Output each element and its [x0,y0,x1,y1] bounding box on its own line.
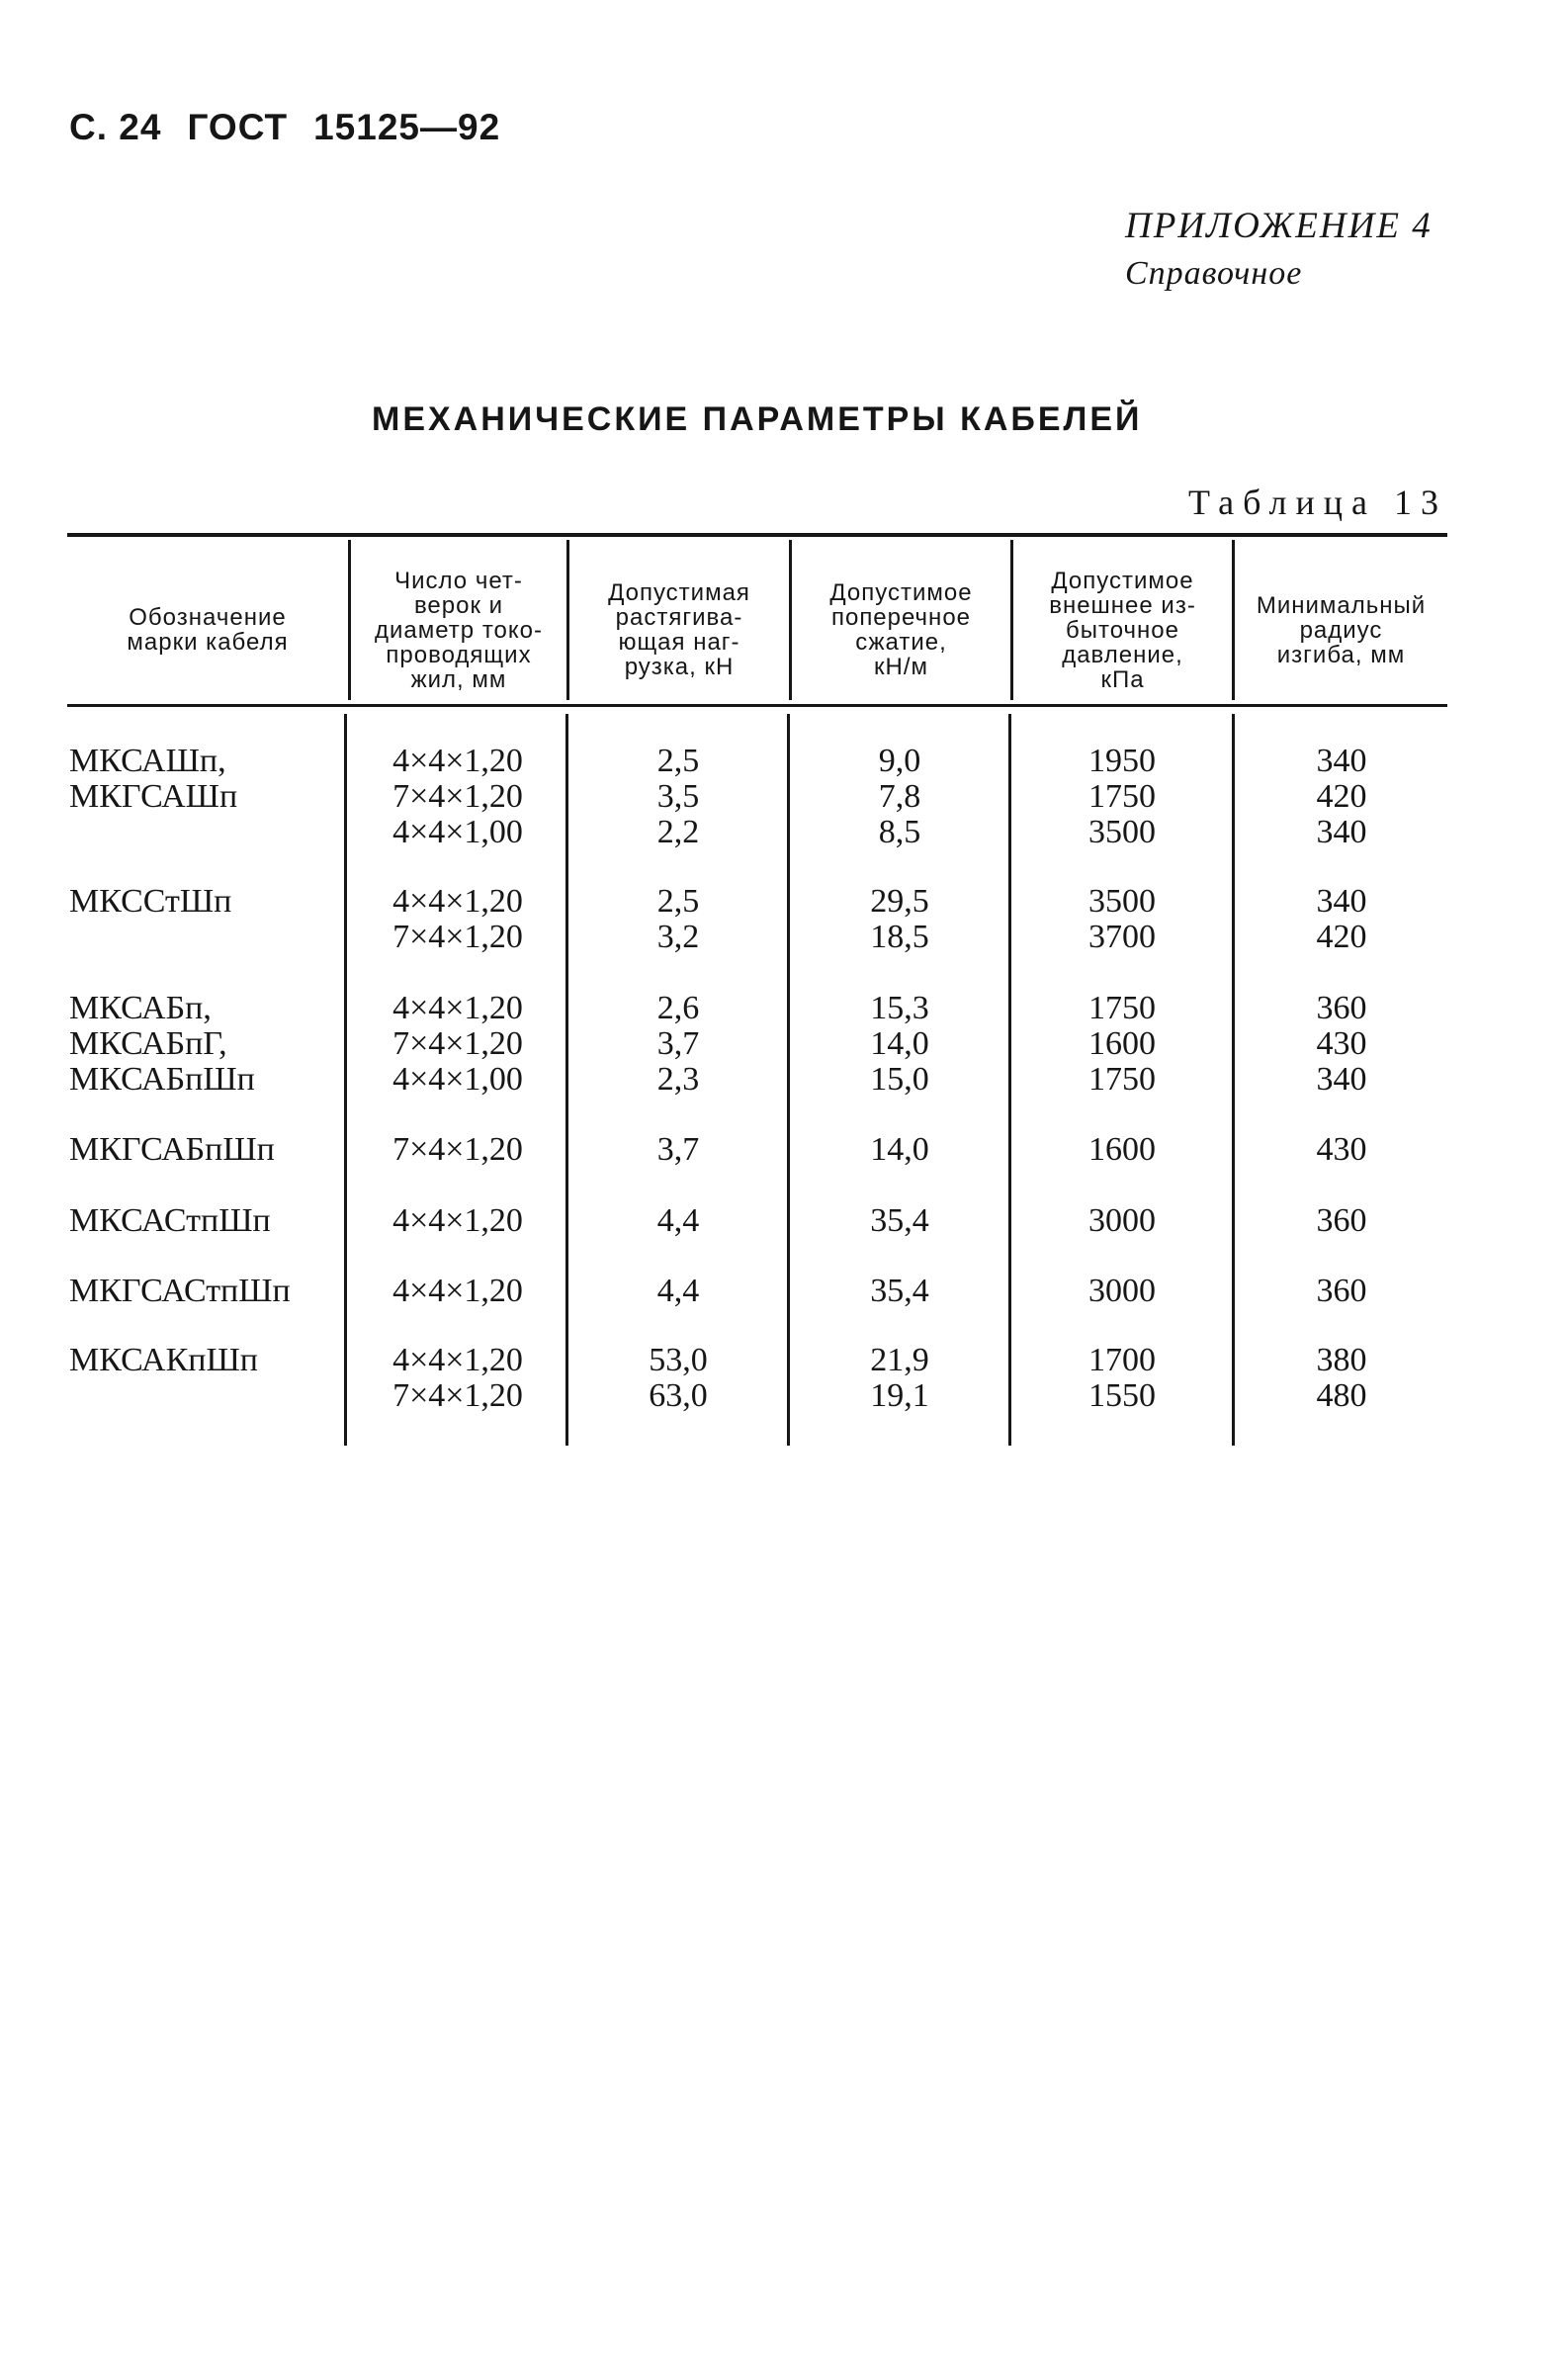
bend-radius: 360 [1316,1202,1367,1239]
appendix-type: Справочное [1125,255,1303,292]
cable-mark: МКГСАСтпШп [69,1273,291,1309]
column-header-tensile-load: Допустимая растягива- ющая наг- рузка, кН [608,579,750,680]
cable-mark: МКСАШп, МКГСАШп [69,743,238,815]
table-top-rule [67,533,1447,537]
quads-diameter: 4×4×1,20 7×4×1,20 [392,1342,523,1414]
cable-mark: МКСАСтпШп [69,1202,271,1239]
quads-diameter: 4×4×1,20 7×4×1,20 [392,883,523,955]
transverse-compression: 15,3 14,0 15,0 [870,990,929,1098]
column-header-bend-radius: Минимальный радиус изгиба, мм [1256,591,1427,668]
transverse-compression: 14,0 [870,1131,929,1168]
tensile-load: 4,4 [656,1202,700,1239]
quads-diameter: 7×4×1,20 [392,1131,523,1168]
table-header-rule [67,704,1447,707]
tensile-load: 3,7 [656,1131,700,1168]
cable-mark: МКСАБп, МКСАБпГ, МКСАБпШп [69,990,255,1098]
quads-diameter: 4×4×1,20 7×4×1,20 4×4×1,00 [392,743,523,850]
transverse-compression: 35,4 [870,1273,929,1309]
column-header-transverse-compression: Допустимое поперечное сжатие, кН/м [829,579,973,680]
quads-diameter: 4×4×1,20 [392,1202,523,1239]
transverse-compression: 21,9 19,1 [870,1342,929,1414]
document-title: МЕХАНИЧЕСКИЕ ПАРАМЕТРЫ КАБЕЛЕЙ [372,400,1143,438]
tensile-load: 4,4 [656,1273,700,1309]
quads-diameter: 4×4×1,20 7×4×1,20 4×4×1,00 [392,990,523,1098]
bend-radius: 360 430 340 [1316,990,1367,1098]
quads-diameter: 4×4×1,20 [392,1273,523,1309]
column-header-quads-diameter: Число чет- верок и диаметр токо- проводящих жил, мм [375,567,543,693]
page-number: С. 24 [69,107,162,147]
column-divider [1008,714,1011,1446]
column-divider [787,714,790,1446]
external-pressure: 3500 3700 [1088,883,1156,955]
column-divider [1232,714,1235,1446]
bend-radius: 340 420 340 [1316,743,1367,850]
transverse-compression: 9,0 7,8 8,5 [878,743,921,850]
external-pressure: 3000 [1088,1202,1156,1239]
standard-number: 15125—92 [313,107,501,147]
bend-radius: 340 420 [1316,883,1367,955]
bend-radius: 360 [1316,1273,1367,1309]
tensile-load: 2,5 3,2 [656,883,700,955]
transverse-compression: 29,5 18,5 [870,883,929,955]
external-pressure: 3000 [1088,1273,1156,1309]
external-pressure: 1700 1550 [1088,1342,1156,1414]
tensile-load: 53,0 63,0 [649,1342,708,1414]
bend-radius: 430 [1316,1131,1367,1168]
cable-mark: МКССтШп [69,883,232,920]
page-header [69,107,526,148]
appendix-label: ПРИЛОЖЕНИЕ 4 [1125,206,1433,246]
bend-radius: 380 480 [1316,1342,1367,1414]
external-pressure: 1950 1750 3500 [1088,743,1156,850]
transverse-compression: 35,4 [870,1202,929,1239]
column-header-cable-mark: Обозначение марки кабеля [127,604,289,656]
tensile-load: 2,6 3,7 2,3 [656,990,700,1098]
column-header-external-pressure: Допустимое внешнее из- быточное давление, кПа [1049,567,1196,693]
external-pressure: 1750 1600 1750 [1088,990,1156,1098]
column-divider [344,714,347,1446]
standard-label: ГОСТ [187,107,289,147]
tensile-load: 2,5 3,5 2,2 [656,743,700,850]
cable-mark: МКСАКпШп [69,1342,258,1378]
table-caption: Таблица 13 [1188,483,1447,522]
cable-mark: МКГСАБпШп [69,1131,275,1168]
external-pressure: 1600 [1088,1131,1156,1168]
